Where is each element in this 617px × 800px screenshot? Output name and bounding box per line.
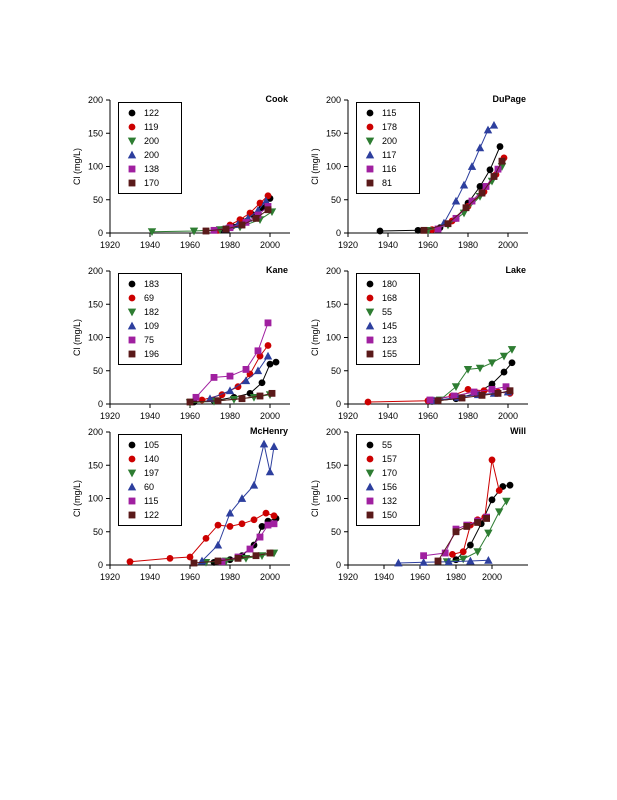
x-tick-label: 1920 [99,572,121,582]
legend-marker-triangle-up-icon [124,481,140,493]
legend-item [357,277,419,291]
legend-item [357,291,419,305]
y-tick-label: 200 [87,95,103,105]
x-tick-label: 1920 [337,240,359,250]
legend-marker-square-icon [362,348,378,360]
y-tick-label: 200 [325,266,341,276]
legend-item [119,452,181,466]
x-tick-label: 1940 [377,240,399,250]
legend-label: 109 [144,321,160,331]
y-tick-label: 0 [335,399,341,409]
x-tick-label: 1920 [99,411,121,421]
legend-marker-circle-icon [124,121,140,133]
legend-marker-triangle-down-icon [362,135,378,147]
y-axis-label: Cl (mg/L) [72,147,82,186]
chart-panel-lake [293,259,543,434]
legend-item [119,347,181,361]
x-tick-label: 1960 [179,411,201,421]
legend-label: 178 [382,122,398,132]
x-tick-label: 2000 [259,572,281,582]
legend-marker-circle-icon [362,121,378,133]
legend-marker-triangle-up-icon [362,481,378,493]
legend-item [357,333,419,347]
legend-label: 197 [144,468,160,478]
y-tick-label: 150 [325,460,341,471]
x-tick-label: 1940 [373,572,395,582]
legend-label: 145 [382,321,398,331]
legend-marker-square-icon [362,177,378,189]
legend-label: 140 [144,454,160,464]
plot-title: Will [510,426,526,436]
legend-marker-square-icon [124,495,140,507]
legend-item [357,120,419,134]
legend-label: 200 [382,136,398,146]
x-tick-label: 1960 [417,240,439,250]
legend-item [119,319,181,333]
legend-label: 132 [382,496,398,506]
legend-item [357,176,419,190]
legend-marker-circle-icon [124,278,140,290]
legend-marker-circle-icon [362,107,378,119]
legend [118,434,182,526]
legend-marker-circle-icon [362,453,378,465]
legend-marker-square-icon [124,163,140,175]
legend-label: 156 [382,482,398,492]
x-tick-label: 2000 [497,240,519,250]
legend-item [357,134,419,148]
legend-marker-triangle-down-icon [124,467,140,479]
legend-marker-circle-icon [362,439,378,451]
x-tick-label: 1940 [377,411,399,421]
legend-label: 170 [144,178,160,188]
legend [356,273,420,365]
legend-label: 69 [144,293,155,303]
legend-item [119,494,181,508]
legend-label: 122 [144,108,160,118]
legend-marker-square-icon [124,177,140,189]
x-tick-label: 1960 [409,572,431,582]
y-axis-label: Cl (mg/L) [72,318,82,357]
legend-item [119,508,181,522]
legend-item [357,508,419,522]
y-tick-label: 200 [325,95,341,105]
y-tick-label: 50 [330,526,341,537]
legend-marker-circle-icon [124,107,140,119]
x-tick-label: 1940 [139,572,161,582]
y-axis-label: Cl (mg/L) [310,479,320,518]
x-tick-label: 1980 [457,411,479,421]
x-tick-label: 1920 [99,240,121,250]
legend-label: 60 [144,482,155,492]
legend-marker-triangle-up-icon [362,320,378,332]
y-tick-label: 0 [335,560,341,570]
plot-title: Lake [505,265,526,275]
legend-item [119,277,181,291]
legend-label: 105 [144,440,160,450]
legend-marker-square-icon [124,334,140,346]
plot-title: McHenry [249,426,288,436]
legend [356,434,420,526]
legend-marker-square-icon [124,348,140,360]
legend-marker-triangle-down-icon [362,306,378,318]
legend-item [357,452,419,466]
y-tick-label: 0 [97,399,103,409]
y-tick-label: 100 [325,493,341,504]
y-tick-label: 150 [87,128,103,139]
legend-label: 55 [382,440,393,450]
legend-label: 170 [382,468,398,478]
x-tick-label: 1940 [139,240,161,250]
y-tick-label: 200 [87,266,103,276]
legend-item [119,176,181,190]
legend [356,102,420,194]
plot-title: Kane [265,265,288,275]
legend-item [357,466,419,480]
x-tick-label: 1920 [337,411,359,421]
x-tick-label: 1980 [219,572,241,582]
y-axis-label: Cl (mg/l ) [310,148,320,185]
legend-marker-circle-icon [124,453,140,465]
legend-label: 180 [382,279,398,289]
legend-marker-circle-icon [362,278,378,290]
legend-label: 200 [144,150,160,160]
chart-panel-will [293,420,543,595]
y-tick-label: 0 [97,560,103,570]
y-tick-label: 50 [330,194,341,205]
y-tick-label: 50 [92,526,103,537]
x-tick-label: 2000 [481,572,503,582]
y-tick-label: 0 [97,228,103,238]
y-tick-label: 200 [87,427,103,437]
legend-marker-circle-icon [124,439,140,451]
legend-label: 157 [382,454,398,464]
legend-item [357,480,419,494]
legend-item [119,134,181,148]
legend-label: 115 [382,108,397,118]
y-tick-label: 100 [87,493,103,504]
x-tick-label: 1960 [179,240,201,250]
legend-label: 123 [382,335,398,345]
chart-panel-cook [55,88,305,263]
legend-item [119,162,181,176]
legend-item [357,438,419,452]
legend-item [119,106,181,120]
chart-panel-dupage [293,88,543,263]
series-75 [193,320,271,401]
legend-item [357,148,419,162]
y-tick-label: 150 [325,299,341,310]
y-tick-label: 50 [92,365,103,376]
y-tick-label: 50 [92,194,103,205]
legend-marker-square-icon [362,334,378,346]
legend-label: 155 [382,349,398,359]
legend-item [357,494,419,508]
y-tick-label: 100 [325,332,341,343]
y-tick-label: 50 [330,365,341,376]
x-tick-label: 1980 [219,411,241,421]
y-tick-label: 100 [87,161,103,172]
y-tick-label: 100 [87,332,103,343]
y-tick-label: 150 [87,460,103,471]
x-tick-label: 1920 [337,572,359,582]
legend-label: 115 [144,496,159,506]
legend-label: 168 [382,293,398,303]
legend-item [357,347,419,361]
legend-label: 55 [382,307,393,317]
legend-label: 196 [144,349,160,359]
legend-label: 75 [144,335,155,345]
chart-panel-kane [55,259,305,434]
x-tick-label: 2000 [259,411,281,421]
y-axis-label: Cl (mg/L) [310,318,320,357]
legend-item [357,319,419,333]
legend-marker-square-icon [362,509,378,521]
legend-label: 119 [144,122,159,132]
y-axis-label: Cl (mg/L) [72,479,82,518]
legend-label: 81 [382,178,393,188]
series-157 [449,457,502,558]
legend-label: 117 [382,150,397,160]
x-tick-label: 2000 [497,411,519,421]
x-tick-label: 2000 [259,240,281,250]
legend-item [357,305,419,319]
y-tick-label: 150 [325,128,341,139]
legend-item [119,333,181,347]
legend-marker-square-icon [124,509,140,521]
legend-label: 116 [382,164,397,174]
legend-item [119,305,181,319]
legend-item [119,148,181,162]
legend-item [119,438,181,452]
legend-label: 200 [144,136,160,146]
y-tick-label: 0 [335,228,341,238]
legend-marker-triangle-down-icon [124,306,140,318]
legend-item [119,120,181,134]
x-tick-label: 1940 [139,411,161,421]
legend [118,102,182,194]
legend-marker-triangle-up-icon [124,149,140,161]
x-tick-label: 1960 [179,572,201,582]
x-tick-label: 1960 [417,411,439,421]
legend [118,273,182,365]
chart-panel-mchenry [55,420,305,595]
legend-marker-circle-icon [362,292,378,304]
legend-label: 183 [144,279,160,289]
legend-marker-triangle-down-icon [124,135,140,147]
x-tick-label: 1980 [219,240,241,250]
series-60 [198,440,277,564]
legend-item [119,480,181,494]
legend-label: 122 [144,510,160,520]
legend-marker-triangle-up-icon [362,149,378,161]
x-tick-label: 1980 [445,572,467,582]
y-tick-label: 100 [325,161,341,172]
plot-title: DuPage [492,94,526,104]
legend-marker-circle-icon [124,292,140,304]
legend-marker-square-icon [362,495,378,507]
legend-item [119,466,181,480]
legend-label: 138 [144,164,160,174]
legend-item [357,106,419,120]
legend-item [119,291,181,305]
legend-marker-square-icon [362,163,378,175]
legend-marker-triangle-down-icon [362,467,378,479]
y-tick-label: 200 [325,427,341,437]
y-tick-label: 150 [87,299,103,310]
x-tick-label: 1980 [457,240,479,250]
legend-item [357,162,419,176]
plot-title: Cook [265,94,288,104]
legend-marker-triangle-up-icon [124,320,140,332]
legend-label: 150 [382,510,398,520]
legend-label: 182 [144,307,160,317]
